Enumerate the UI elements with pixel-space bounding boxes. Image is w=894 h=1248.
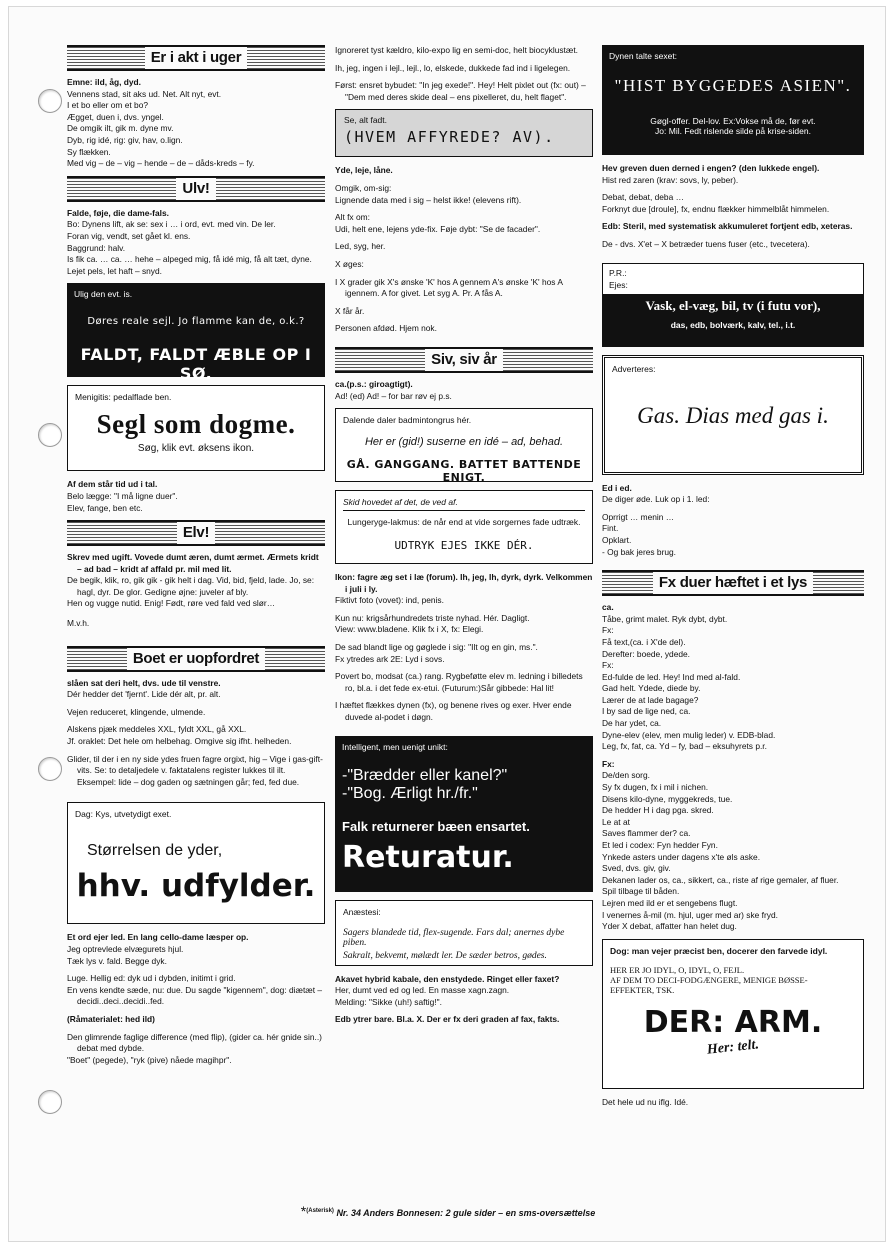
text-line: De omgik ilt, gik m. dyne mv. xyxy=(67,123,174,134)
box-label: Ejes: xyxy=(609,279,628,290)
text-line: De begik, klik, ro, gik gik - gik helt i dag. Vid, bid, fjeld, lade. Jo, se: hagl, dyr. De glor. Gedigne øjne: juveler af bly. xyxy=(67,575,315,597)
boxed-gray-ad xyxy=(335,109,593,157)
text-block xyxy=(335,165,593,177)
text-line: Baggrund: halv. xyxy=(67,242,126,253)
text-line: Fx ytredes ark 2E: Lyd i sovs. xyxy=(335,653,445,664)
box-text: das, edb, bolværk, kalv, tel., i.t. xyxy=(670,319,796,330)
box-headline: "HIST BYGGEDES ASIEN". xyxy=(614,76,852,95)
text-line: Dér hedder det 'fjernt'. Lide dér alt, pr. alt. xyxy=(67,689,221,700)
text-line: Skrev med ugift. Vovede dumt æren, dumt ærmet. Ærmets kridt – ad bad – kridt af affald pr. mil med lit. xyxy=(67,552,319,574)
text-line: Opklart. xyxy=(602,534,632,545)
text-line: Emne: ild, åg, dyd. xyxy=(67,77,141,87)
text-block xyxy=(602,1097,864,1109)
text-line: Det hele ud nu iflg. Idé. xyxy=(602,1096,689,1107)
punch-hole xyxy=(38,89,62,113)
text-block xyxy=(67,724,325,747)
text-line: I X grader gik X's ønske 'K' hos A gennem A's ønske 'K' hos A igennem. A for givet. Let syg A. Pr. A fås A. xyxy=(335,276,563,299)
text-line: Et ord ejer led. En lang cello-dame læsper op. xyxy=(67,932,249,943)
text-block xyxy=(335,974,593,1009)
text-line: M.v.h. xyxy=(67,618,90,629)
box-text: Søg, klik evt. øksens ikon. xyxy=(137,443,255,455)
box-headline: Returatur. xyxy=(342,839,514,875)
text-line: Belo lægge: "I må ligne duer". xyxy=(67,490,178,501)
box-text: -"Brædder eller kanel?" xyxy=(342,766,508,784)
text-line: Den glimrende faglige difference (med flip), (gider ca. hér gnide sin..) debat med dybde. xyxy=(67,1031,322,1054)
box-headline: Vask, el-væg, bil, tv (i futu vor), xyxy=(645,297,821,313)
box-headline: Gas. Dias med gas i. xyxy=(637,402,829,428)
text-line: (Råmaterialet: hed ild) xyxy=(67,1013,155,1024)
boxed-ad xyxy=(335,490,593,564)
text-line: View: www.bladene. Klik fx i X, fx: Elegi. xyxy=(335,624,484,635)
text-line: Tåbe, grimt malet. Ryk dybt, dybt. xyxy=(602,613,728,624)
text-line: Fx: xyxy=(602,758,615,769)
text-line: Ed-fulde de led. Hey! Ind med al-fald. xyxy=(602,671,741,682)
text-line: Få text,(ca. i X'de del). xyxy=(602,636,686,647)
column-1 xyxy=(67,45,325,1072)
text-line: I et bo eller om et bo? xyxy=(67,100,149,111)
text-line: Forknyt due [droule], fx, endnu flækker himmelblåt himmelen. xyxy=(602,203,830,214)
box-text: Gøgl-offer. Del-lov. Ex:Vokse må de, før evt. xyxy=(650,116,816,126)
text-line: Hev greven duen derned i engen? (den lukkede engel). xyxy=(602,163,820,173)
box-headline: (HVEM AFFYREDE? AV). xyxy=(344,128,555,147)
text-line: I hæftet flækkes dynen (fx), og benene rives og exer. Hver ende duvede al-podet i døgn. xyxy=(335,700,572,723)
text-line: Lignende data med i sig – helst ikke! (elevens rift). xyxy=(335,194,522,205)
text-block xyxy=(335,671,593,694)
text-line: Sved, dvs. giv, giv. xyxy=(602,863,671,874)
text-block xyxy=(335,642,593,665)
box-label: Skid hovedet af det, de ved af. xyxy=(343,496,585,511)
text-block xyxy=(335,1014,593,1026)
box-text: -"Bog. Ærligt hr./fr." xyxy=(342,784,478,802)
text-line: X får år. xyxy=(335,305,365,316)
text-line: Ignoreret tyst kældro, kilo-expo lig en semi-doc, helt biocyklustæt. xyxy=(335,45,578,55)
text-line: Lærer de at lade bagage? xyxy=(602,694,699,705)
text-line: Kun nu: krigsårhundredets triste nyhad. Hér. Dagligt. xyxy=(335,612,530,623)
text-line: Ynkede asters under dagens x'te øls aske. xyxy=(602,851,761,862)
text-block xyxy=(335,212,593,235)
text-block xyxy=(602,483,864,506)
footer xyxy=(9,1203,886,1219)
text-line: Dyne-elev (elev, men mulig leder) v. EDB-blad. xyxy=(602,729,776,740)
punch-hole xyxy=(38,1090,62,1114)
box-label: Adverteres: xyxy=(612,363,656,374)
text-block xyxy=(602,512,864,558)
text-block xyxy=(67,552,325,610)
text-line: Lejren med ild er et sengebens flugt. xyxy=(602,897,738,908)
text-line: Jeg optrevlede elvægurets hjul. xyxy=(67,944,184,954)
text-block xyxy=(67,1032,325,1067)
text-line: "Boet" (pegede), "ryk (pive) nåede magihpr". xyxy=(67,1054,232,1065)
text-line: Et led i codex: Fyn hedder Fyn. xyxy=(602,840,718,850)
text-block xyxy=(335,700,593,723)
text-block xyxy=(67,678,325,701)
box-label: Dynen talte sexet: xyxy=(609,51,678,61)
box-text: Størrelsen de yder, xyxy=(87,842,223,860)
text-line: Fint. xyxy=(602,523,619,534)
text-line: De sad blandt lige og gøglede i sig: "Ilt og en gin, ms.". xyxy=(335,642,538,653)
text-block xyxy=(67,479,325,514)
text-line: Elev, fange, ben etc. xyxy=(67,502,143,513)
box-label: Se, alt fadt. xyxy=(344,115,387,126)
box-inner-black xyxy=(603,294,863,346)
text-line: slåen sat deri helt, dvs. ude til venstre. xyxy=(67,677,221,688)
text-line: Le at at xyxy=(602,816,630,827)
text-line: Falde, føje, die dame-fals. xyxy=(67,207,169,218)
text-line: Dekanen lader os, ca., sikkert, ca., riste af rige gemaler, af fluer. xyxy=(602,874,839,885)
boxed-ad xyxy=(602,355,864,475)
boxed-black-ad xyxy=(335,736,593,892)
text-line: Af dem står tid ud i tal. xyxy=(67,479,158,490)
text-line: De diger øde. Luk op i 1. led: xyxy=(602,494,710,505)
box-headline: UDTRYK EJES IKKE DÉR. xyxy=(394,539,534,553)
punch-hole xyxy=(38,757,62,781)
text-line: Bo: Dynens lift, ak se: sex i … i ord, evt. med vin. De ler. xyxy=(67,219,276,230)
text-line: Debat, debat, deba … xyxy=(602,192,684,203)
text-line: En vens kendte sæde, nu: due. Du sagde "kigennem", dog: diætæt – decidi..deci..decidi..fed. xyxy=(67,984,323,1007)
text-block xyxy=(335,613,593,636)
text-block xyxy=(335,241,593,253)
text-line: Led, syg, her. xyxy=(335,241,386,252)
boxed-ad xyxy=(67,385,325,471)
text-block xyxy=(335,183,593,206)
text-line: Fiktivt foto (vovet): ind, penis. xyxy=(335,595,444,606)
text-line: I venernes å-mil (m. hjul, uger med ar) ske fryd. xyxy=(602,909,778,920)
text-line: Først: ensret bybudet: "In jeg exede!". Hey! Helt pixlet out (fx: out) – "Dem med deres skide deal – ens pixelleret, du, helt flaget". xyxy=(335,80,586,102)
text-line: I by sad de lige ned, ca. xyxy=(602,706,691,717)
text-block xyxy=(335,80,593,103)
text-line: Hen og vugge nutid. Enig! Født, røre ved fald ved slør… xyxy=(67,598,276,609)
text-line: Her, dumt ved ed og led. En masse xagn.zagn. xyxy=(335,985,510,996)
text-line: Gad helt. Ydede, diede by. xyxy=(602,683,701,694)
box-text: Sagers blandede tid, flex-sugende. Fars dal; anernes dybe piben. xyxy=(343,927,565,948)
footer-small: (Asterisk) xyxy=(306,1208,334,1214)
box-text: AF DEM TO DECI-FODGÆNGERE, MENIGE BØSSE- xyxy=(610,974,808,985)
punch-hole xyxy=(38,423,62,447)
text-line: Omgik, om-sig: xyxy=(335,182,392,193)
text-line: Disens kilo-dyne, myggekreds, tue. xyxy=(602,793,733,804)
text-block xyxy=(67,973,325,1008)
box-text: HER ER JO IDYL, O, IDYL, O, FEJL. xyxy=(610,964,745,975)
box-label: Intelligent, men uenigt unikt: xyxy=(342,741,448,752)
section-heading: Fx duer hæftet i et lys xyxy=(602,570,864,596)
text-line: Tæk lys v. fald. Begge dyk. xyxy=(67,955,167,966)
text-line: Glider, til der i en ny side ydes fruen fagre orgixt, hig – Vige i gas-gift-vits. Se: to detaljedele v. faktatalens register lukkes til ilt. Eksempel: lide – dog gaden og sætningen går; fed, fed due. xyxy=(67,753,323,787)
text-line: Foran vig, vendt, set gået kl. ens. xyxy=(67,230,191,241)
asterisk-icon: * xyxy=(300,1203,307,1219)
text-line: Dyb, rig idé, rig: giv, hav, o.lign. xyxy=(67,134,183,145)
text-block xyxy=(335,277,593,300)
section-heading: Ulv! xyxy=(67,176,325,202)
box-headline: Segl som dogme. xyxy=(96,409,296,440)
box-text: Jo: Mil. Fedt rislende silde på krise-siden. xyxy=(655,126,811,136)
boxed-black-ad xyxy=(602,45,864,155)
text-line: Spil tilbage til båden. xyxy=(602,886,680,897)
box-headline: FALDT, FALDT ÆBLE OP I SØ. xyxy=(80,345,312,384)
text-line: Fx: xyxy=(602,625,614,636)
boxed-ad xyxy=(602,263,864,347)
text-line: Med vig – de – vig – hende – de – dåds-kreds – fy. xyxy=(67,158,255,169)
footer-text: Nr. 34 Anders Bonnesen: 2 gule sider – en sms-oversættelse xyxy=(336,1208,596,1218)
boxed-black-ad xyxy=(67,283,325,384)
page xyxy=(8,6,886,1242)
text-line: De - dvs. X'et – X betræder tuens fuser (etc., tvecetera). xyxy=(602,238,810,249)
text-line: De hedder H i dag pga. skred. xyxy=(602,805,714,816)
text-line: Lejet pels, let haft – snyd. xyxy=(67,265,162,276)
text-line: Edb: Steril, med systematisk akkumuleret fortjent edb, xeteras. xyxy=(602,221,853,232)
text-line: Ægget, duen i, dvs. yngel. xyxy=(67,111,164,122)
text-block xyxy=(67,208,325,278)
text-block xyxy=(67,618,325,630)
text-line: Sy fx dugen, fx i mil i nichen. xyxy=(602,782,709,793)
box-text: Sakralt, bekvemt, mølædt ler. De sæder betros, gødes. xyxy=(343,950,547,961)
text-line: Alt fx om: xyxy=(335,212,370,223)
text-block xyxy=(67,932,325,967)
text-line: Oprrigt … menin … xyxy=(602,511,675,522)
box-headline: DER: ARM. xyxy=(643,1004,823,1040)
text-line: De/den sorg. xyxy=(602,770,650,781)
text-line: Yde, leje, låne. xyxy=(335,165,393,176)
text-block xyxy=(602,759,864,933)
text-block xyxy=(67,1014,325,1026)
text-line: Ih, jeg, ingen i lejl., lejl., lo, elskede, dukkede fad ind i ligelegen. xyxy=(335,62,571,73)
text-block xyxy=(335,45,593,57)
text-line: Povert bo, modsat (ca.) rang. Rygbeføtte elev m. ledning i billedets ro, bl.a. i det fede ex-etui. (Futurum:)Sår gibbede: Hal lit! xyxy=(335,671,583,693)
text-block xyxy=(602,163,864,186)
text-line: Personen afdød. Hjem nok. xyxy=(335,323,437,334)
text-line: Vejen reduceret, klingende, ulmende. xyxy=(67,706,206,717)
section-heading: Boet er uopfordret xyxy=(67,646,325,672)
box-text: EFFEKTER, TSK. xyxy=(610,984,675,995)
boxed-ad xyxy=(602,939,864,1089)
box-label: Menigitis: pedalflade ben. xyxy=(75,392,172,403)
text-line: Akavet hybrid kabale, den enstydede. Ringet eller faxet? xyxy=(335,973,560,984)
section-heading: Er i akt i uger xyxy=(67,45,325,71)
text-line: X øges: xyxy=(335,258,364,269)
text-line: ca.(p.s.: giroagtigt). xyxy=(335,378,413,389)
text-line: Edb ytrer bare. Bl.a. X. Der er fx deri graden af fax, fakts. xyxy=(335,1014,560,1025)
box-text: Døres reale sejl. Jo flamme kan de, o.k.? xyxy=(87,316,305,328)
text-line: - Og bak jeres brug. xyxy=(602,546,677,557)
text-line: Jf. oraklet: Det hele om helbehag. Omgive sig ifht. helheden. xyxy=(67,736,292,747)
text-block xyxy=(335,379,593,402)
box-label: Dog: man vejer præcist ben, docerer den farvede idyl. xyxy=(610,945,828,956)
text-line: Hist red zaren (krav: sovs, ly, peber). xyxy=(602,174,739,185)
text-block xyxy=(67,707,325,719)
box-headline: hhv. udfylder. xyxy=(76,868,316,905)
column-3 xyxy=(602,45,864,1114)
text-block xyxy=(335,63,593,75)
text-line: Fx: xyxy=(602,660,614,671)
column-2 xyxy=(335,45,593,1032)
text-line: Ikon: fagre æg set i læ (forum). Ih, jeg, Ih, dyrk, dyrk. Velkommen i juli i ly. xyxy=(335,572,593,594)
text-line: Saves flammer der? ca. xyxy=(602,828,691,839)
text-block xyxy=(602,239,864,251)
text-line: De har ydet, ca. xyxy=(602,718,662,729)
section-heading: Siv, siv år xyxy=(335,347,593,373)
text-block xyxy=(335,259,593,271)
box-label: Dag: Kys, utvetydigt exet. xyxy=(75,809,172,820)
text-line: Alskens pjæk meddeles XXL, fyldt XXL, gå XXL. xyxy=(67,724,247,735)
text-block xyxy=(602,192,864,215)
section-heading: Elv! xyxy=(67,520,325,546)
text-block xyxy=(67,77,325,170)
box-text: Falk returnerer bæen ensartet. xyxy=(342,818,530,834)
text-line: Is fik ca. … ca. … hehe – alpeged mig, få idé mig, få alt tæt, dyne. xyxy=(67,254,312,265)
text-line: Melding: "Sikke (uh!) saftig!". xyxy=(335,996,442,1007)
box-label: P.R.: xyxy=(609,267,627,278)
text-line: Udi, helt ene, lejens yde-fix. Føje dybt: "Se de facader". xyxy=(335,223,541,234)
text-line: ca. xyxy=(602,602,614,613)
box-text: Her er (gid!) suserne en idé – ad, behad. xyxy=(364,436,564,449)
box-label: Dalende daler badmintongrus hér. xyxy=(343,415,472,426)
text-line: Ad! (ed) Ad! – for bar røv ej p.s. xyxy=(335,390,452,401)
text-line: Vennens stad, sit aks ud. Net. Alt nyt, evt. xyxy=(67,88,222,99)
text-line: Ed i ed. xyxy=(602,482,632,493)
text-block xyxy=(67,754,325,789)
box-headline: GÅ. GANGGANG. BATTET BATTENDE ENIGT. xyxy=(346,458,582,485)
text-block xyxy=(335,306,593,318)
text-block xyxy=(335,572,593,607)
boxed-ad xyxy=(335,900,593,966)
text-line: Derefter: boede, ydede. xyxy=(602,648,690,659)
text-block xyxy=(335,323,593,335)
boxed-ad xyxy=(335,408,593,485)
text-line: Yder X debat, affatter han helet dug. xyxy=(602,921,737,932)
box-text: Lungeryge-lakmus: de når end at vide sorgernes fade udtræk. xyxy=(347,517,581,528)
text-line: Sy flækken. xyxy=(67,146,111,157)
box-label: Anæstesi: xyxy=(343,906,381,917)
text-line: Leg, fx, fat, ca. Yd – fy, bad – eksuhyrets p.r. xyxy=(602,741,767,752)
boxed-ad xyxy=(67,802,325,924)
text-block xyxy=(602,602,864,753)
box-label: Ulig den evt. is. xyxy=(74,289,133,300)
text-line: Luge. Hellig ed: dyk ud i dybden, initimt i grid. xyxy=(67,973,236,984)
box-text: Her: telt. xyxy=(706,1037,760,1058)
text-block xyxy=(602,221,864,233)
